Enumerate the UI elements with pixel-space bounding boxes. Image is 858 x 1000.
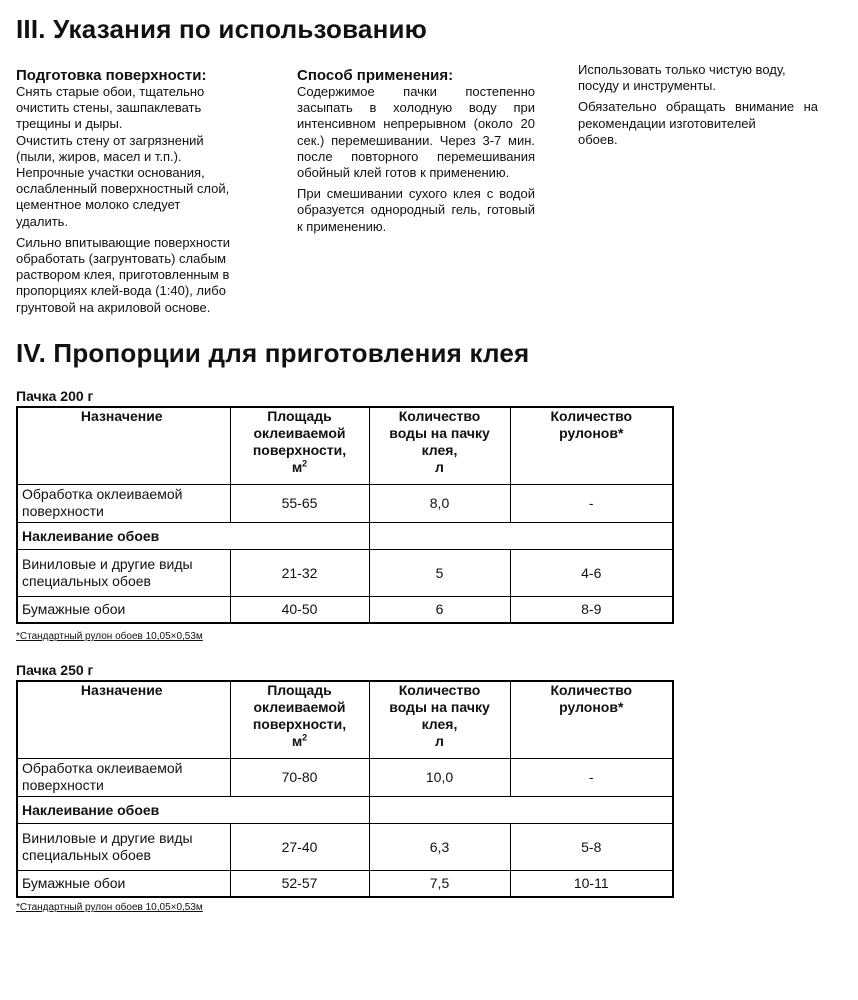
footnote-250: *Стандартный рулон обоев 10,05×0,53м <box>16 902 203 913</box>
table-row <box>17 870 673 897</box>
table-row <box>17 549 673 596</box>
row-water: 5 <box>369 549 510 596</box>
surface-prep-title: Подготовка поверхности: <box>16 67 207 84</box>
method-paragraph-2: При смешивании сухого клея с водой образуется однородный гель, готовый к применению. <box>297 186 535 234</box>
row-rolls: 4-6 <box>510 549 673 596</box>
header-rolls: Количество рулонов* <box>510 681 673 758</box>
row-water: 8,0 <box>369 484 510 522</box>
header-water: Количество воды на пачку клея, л <box>369 681 510 758</box>
group-label: Наклеивание обоев <box>17 522 369 549</box>
row-water: 10,0 <box>369 758 510 796</box>
row-name: Бумажные обои <box>17 870 230 897</box>
method-column <box>297 67 535 240</box>
row-rolls: 8-9 <box>510 596 673 623</box>
section-3-title: III. Указания по использованию <box>16 14 428 44</box>
row-area: 40-50 <box>230 596 369 623</box>
table-header-row <box>17 407 673 484</box>
footnote-200: *Стандартный рулон обоев 10,05×0,53м <box>16 631 203 642</box>
surface-prep-paragraph-1: Снять старые обои, тщательно очистить стены, зашпаклевать трещины и дыры. Очистить стену от загрязнений (пыли, жиров, масел и т.п.). Непрочные участки основания, ослабленный поверхностный слой, цементное молоко следует удалить. <box>16 84 230 229</box>
header-water: Количество воды на пачку клея, л <box>369 407 510 484</box>
notes-column <box>578 62 818 153</box>
group-label: Наклеивание обоев <box>17 796 369 823</box>
header-purpose: Назначение <box>17 407 230 484</box>
header-purpose: Назначение <box>17 681 230 758</box>
table-row <box>17 823 673 870</box>
row-name: Виниловые и другие виды специальных обоев <box>17 823 230 870</box>
method-title: Способ применения: <box>297 67 454 84</box>
notes-paragraph-2: Обязательно обращать внимание на рекомендации изготовителей обоев. <box>578 99 818 147</box>
surface-prep-paragraph-2: Сильно впитывающие поверхности обработать (загрунтовать) слабым раствором клея, приготовленным в пропорциях клей-вода (1:40), либо грунтовой на акриловой основе. <box>16 234 231 315</box>
pack-200-table <box>16 406 674 624</box>
row-area: 70-80 <box>230 758 369 796</box>
row-rolls: - <box>510 484 673 522</box>
pack-200-title: Пачка 200 г <box>16 388 94 404</box>
row-area: 21-32 <box>230 549 369 596</box>
row-name: Бумажные обои <box>17 596 230 623</box>
row-area: 55-65 <box>230 484 369 522</box>
pack-250-table <box>16 680 674 898</box>
row-rolls: 5-8 <box>510 823 673 870</box>
row-name: Обработка оклеиваемой поверхности <box>17 484 230 522</box>
table-row <box>17 596 673 623</box>
row-water: 6,3 <box>369 823 510 870</box>
surface-prep-column <box>16 67 256 321</box>
table-group-row <box>17 522 673 549</box>
table-row <box>17 484 673 522</box>
row-name: Виниловые и другие виды специальных обоев <box>17 549 230 596</box>
pack-250-title: Пачка 250 г <box>16 662 94 678</box>
row-water: 6 <box>369 596 510 623</box>
row-area: 52-57 <box>230 870 369 897</box>
row-rolls: 10-11 <box>510 870 673 897</box>
header-area: Площадь оклеиваемой поверхности, $м^2$ <box>230 407 369 484</box>
table-header-row <box>17 681 673 758</box>
method-paragraph-1: Содержимое пачки постепенно засыпать в холодную воду при интенсивном непрерывном (около 20 сек.) перемешивании. Через 3-7 мин. после повторного перемешивания обойный клей готов к применению. <box>297 84 535 181</box>
row-rolls: - <box>510 758 673 796</box>
row-name: Обработка оклеиваемой поверхности <box>17 758 230 796</box>
notes-paragraph-1: Использовать только чистую воду, посуду и инструменты. <box>578 62 786 94</box>
section-4-title: IV. Пропорции для приготовления клея <box>16 338 530 368</box>
header-rolls: Количество рулонов* <box>510 407 673 484</box>
header-area: Площадь оклеиваемой поверхности, $м^2$ <box>230 681 369 758</box>
table-row <box>17 758 673 796</box>
row-water: 7,5 <box>369 870 510 897</box>
table-group-row <box>17 796 673 823</box>
row-area: 27-40 <box>230 823 369 870</box>
